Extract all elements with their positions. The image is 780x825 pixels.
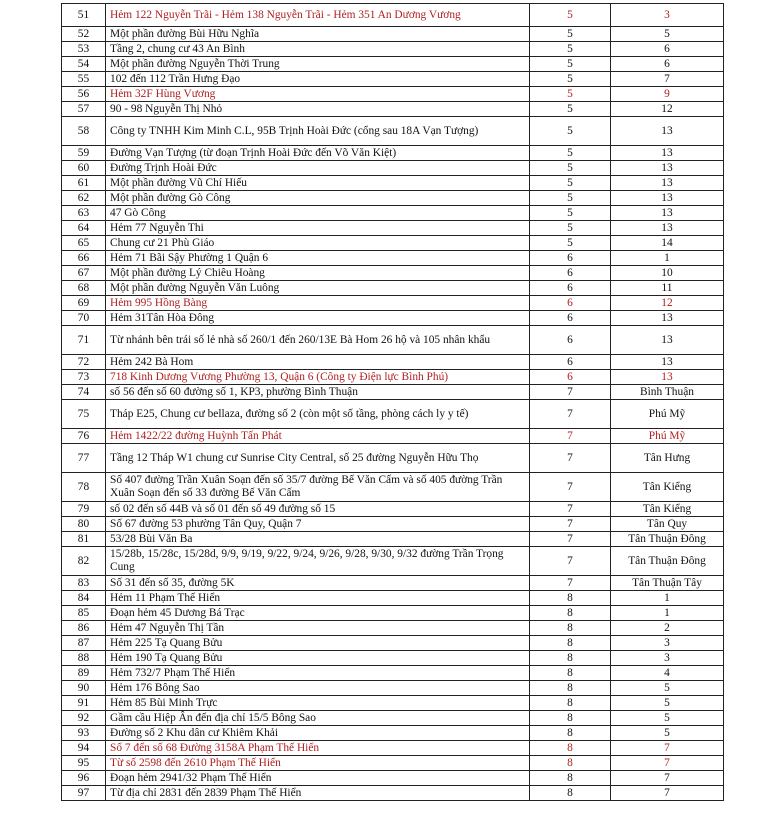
row-address: Từ nhánh bên trái số lẻ nhà số 260/1 đến 260/13E Bà Hom 26 hộ và 105 nhân khẩu	[106, 326, 530, 355]
table-row	[62, 651, 724, 666]
row-district: 6	[530, 326, 611, 355]
row-ward: 12	[611, 102, 724, 117]
row-ward: 13	[611, 370, 724, 385]
row-ward: 5	[611, 27, 724, 42]
row-number: 78	[62, 473, 106, 502]
row-address: Công ty TNHH Kim Minh C.L, 95B Trịnh Hoài Đức (cổng sau 18A Vạn Tượng)	[106, 117, 530, 146]
row-number: 81	[62, 532, 106, 547]
row-ward: 5	[611, 726, 724, 741]
table-row	[62, 444, 724, 473]
row-number: 69	[62, 296, 106, 311]
row-number: 62	[62, 191, 106, 206]
row-number: 77	[62, 444, 106, 473]
table-row	[62, 161, 724, 176]
row-district: 6	[530, 281, 611, 296]
row-ward: 5	[611, 696, 724, 711]
row-address: Hẻm 225 Tạ Quang Bửu	[106, 636, 530, 651]
row-ward: 5	[611, 711, 724, 726]
row-ward: 13	[611, 311, 724, 326]
table-row	[62, 370, 724, 385]
row-ward: 9	[611, 87, 724, 102]
row-address: 718 Kinh Dương Vương Phường 13, Quận 6 (Công ty Điện lực Bình Phú)	[106, 370, 530, 385]
row-ward: 13	[611, 161, 724, 176]
row-number: 59	[62, 146, 106, 161]
row-address: Hẻm 77 Nguyễn Thi	[106, 221, 530, 236]
table-row	[62, 236, 724, 251]
row-ward: 7	[611, 741, 724, 756]
table-row	[62, 591, 724, 606]
row-address: 53/28 Bùi Văn Ba	[106, 532, 530, 547]
row-number: 70	[62, 311, 106, 326]
row-address: Một phần đường Gò Công	[106, 191, 530, 206]
row-ward: 5	[611, 681, 724, 696]
table-row	[62, 191, 724, 206]
row-ward: 11	[611, 281, 724, 296]
row-district: 6	[530, 355, 611, 370]
row-district: 8	[530, 696, 611, 711]
table-row	[62, 87, 724, 102]
table-row	[62, 429, 724, 444]
row-number: 87	[62, 636, 106, 651]
table-row	[62, 621, 724, 636]
row-ward: Phú Mỹ	[611, 400, 724, 429]
row-ward: 13	[611, 221, 724, 236]
row-number: 72	[62, 355, 106, 370]
row-district: 7	[530, 444, 611, 473]
table-row	[62, 547, 724, 576]
row-district: 6	[530, 296, 611, 311]
row-address: Đoạn hẻm 2941/32 Phạm Thế Hiển	[106, 771, 530, 786]
row-number: 88	[62, 651, 106, 666]
row-address: Đường số 2 Khu dân cư Khiêm Khải	[106, 726, 530, 741]
table-row	[62, 146, 724, 161]
row-district: 8	[530, 606, 611, 621]
row-district: 5	[530, 176, 611, 191]
row-number: 58	[62, 117, 106, 146]
row-number: 82	[62, 547, 106, 576]
row-ward: 12	[611, 296, 724, 311]
row-number: 68	[62, 281, 106, 296]
row-ward: 1	[611, 606, 724, 621]
row-district: 6	[530, 370, 611, 385]
row-number: 90	[62, 681, 106, 696]
row-ward: Tân Thuận Đông	[611, 532, 724, 547]
row-number: 74	[62, 385, 106, 400]
row-address: Hẻm 1422/22 đường Huỳnh Tấn Phát	[106, 429, 530, 444]
row-address: Một phần đường Bùi Hữu Nghĩa	[106, 27, 530, 42]
row-district: 5	[530, 206, 611, 221]
table-row	[62, 266, 724, 281]
table-row	[62, 281, 724, 296]
row-number: 85	[62, 606, 106, 621]
table-row	[62, 42, 724, 57]
row-address: Một phần đường Nguyễn Văn Luông	[106, 281, 530, 296]
row-ward: 3	[611, 4, 724, 27]
row-number: 91	[62, 696, 106, 711]
row-address: Hẻm 122 Nguyễn Trãi - Hẻm 138 Nguyễn Trãi - Hẻm 351 An Dương Vương	[106, 4, 530, 27]
row-address: Hẻm 190 Tạ Quang Bửu	[106, 651, 530, 666]
row-address: 90 - 98 Nguyễn Thị Nhỏ	[106, 102, 530, 117]
table-row	[62, 532, 724, 547]
row-address: Một phần đường Nguyễn Thời Trung	[106, 57, 530, 72]
table-row	[62, 786, 724, 801]
row-number: 97	[62, 786, 106, 801]
table-row	[62, 771, 724, 786]
row-ward: 7	[611, 786, 724, 801]
table-row	[62, 57, 724, 72]
row-ward: 1	[611, 591, 724, 606]
row-ward: 7	[611, 72, 724, 87]
row-district: 8	[530, 681, 611, 696]
row-number: 84	[62, 591, 106, 606]
row-address: Từ địa chỉ 2831 đến 2839 Phạm Thế Hiển	[106, 786, 530, 801]
row-number: 52	[62, 27, 106, 42]
row-district: 7	[530, 429, 611, 444]
row-district: 8	[530, 726, 611, 741]
table-row	[62, 517, 724, 532]
row-address: Hẻm 71 Bãi Sậy Phường 1 Quận 6	[106, 251, 530, 266]
row-district: 8	[530, 756, 611, 771]
row-district: 7	[530, 502, 611, 517]
row-district: 5	[530, 102, 611, 117]
table-row	[62, 326, 724, 355]
row-district: 5	[530, 27, 611, 42]
table-row	[62, 355, 724, 370]
row-ward: Tân Thuận Tây	[611, 576, 724, 591]
table-row	[62, 606, 724, 621]
row-address: Chung cư 21 Phù Giáo	[106, 236, 530, 251]
row-ward: 1	[611, 251, 724, 266]
row-address: Đoạn hẻm 45 Dương Bá Trạc	[106, 606, 530, 621]
row-number: 51	[62, 4, 106, 27]
table-row	[62, 4, 724, 27]
row-district: 5	[530, 87, 611, 102]
row-ward: Tân Quy	[611, 517, 724, 532]
table-row	[62, 102, 724, 117]
table-row	[62, 117, 724, 146]
row-district: 8	[530, 741, 611, 756]
row-address: Đường Trịnh Hoài Đức	[106, 161, 530, 176]
row-number: 75	[62, 400, 106, 429]
row-ward: 3	[611, 651, 724, 666]
row-ward: 3	[611, 636, 724, 651]
table-row	[62, 311, 724, 326]
row-number: 83	[62, 576, 106, 591]
row-address: 15/28b, 15/28c, 15/28d, 9/9, 9/19, 9/22, 9/24, 9/26, 9/28, 9/30, 9/32 đường Trần Trọng Cung	[106, 547, 530, 576]
row-address: Hẻm 31Tân Hòa Đông	[106, 311, 530, 326]
row-ward: 4	[611, 666, 724, 681]
table-row	[62, 206, 724, 221]
table-row	[62, 251, 724, 266]
row-district: 7	[530, 400, 611, 429]
row-district: 8	[530, 636, 611, 651]
row-district: 7	[530, 517, 611, 532]
row-number: 86	[62, 621, 106, 636]
row-number: 57	[62, 102, 106, 117]
row-number: 65	[62, 236, 106, 251]
table-row	[62, 726, 724, 741]
row-number: 79	[62, 502, 106, 517]
row-number: 96	[62, 771, 106, 786]
table-row	[62, 502, 724, 517]
row-ward: 13	[611, 191, 724, 206]
row-number: 95	[62, 756, 106, 771]
row-district: 7	[530, 473, 611, 502]
row-ward: 2	[611, 621, 724, 636]
row-address: Hẻm 732/7 Phạm Thế Hiển	[106, 666, 530, 681]
row-ward: 14	[611, 236, 724, 251]
row-district: 5	[530, 161, 611, 176]
address-table	[61, 3, 724, 801]
row-ward: Tân Kiểng	[611, 502, 724, 517]
row-ward: 7	[611, 756, 724, 771]
row-address: Hẻm 32F Hùng Vương	[106, 87, 530, 102]
row-address: Tháp E25, Chung cư bellaza, đường số 2 (còn một số tầng, phòng cách ly y tế)	[106, 400, 530, 429]
row-district: 5	[530, 221, 611, 236]
row-district: 6	[530, 266, 611, 281]
row-address: Từ số 2598 đến 2610 Phạm Thế Hiển	[106, 756, 530, 771]
row-ward: 13	[611, 206, 724, 221]
table-row	[62, 221, 724, 236]
row-address: Số 407 đường Trần Xuân Soạn đến số 35/7 đường Bế Văn Cấm và số 405 đường Trần Xuân Soạn đến số 33 đường Bế Văn Cấm	[106, 473, 530, 502]
row-ward: Tân Hưng	[611, 444, 724, 473]
table-row	[62, 385, 724, 400]
row-address: số 02 đến số 44B và số 01 đến số 49 đường số 15	[106, 502, 530, 517]
row-address: Hẻm 11 Phạm Thế Hiển	[106, 591, 530, 606]
row-number: 73	[62, 370, 106, 385]
table-row	[62, 696, 724, 711]
row-number: 56	[62, 87, 106, 102]
row-district: 8	[530, 666, 611, 681]
row-address: Hẻm 995 Hồng Bàng	[106, 296, 530, 311]
row-district: 5	[530, 117, 611, 146]
row-address: 47 Gò Công	[106, 206, 530, 221]
row-address: Số 31 đến số 35, đường 5K	[106, 576, 530, 591]
table-row	[62, 473, 724, 502]
row-ward: 10	[611, 266, 724, 281]
table-row	[62, 741, 724, 756]
table-row	[62, 681, 724, 696]
row-number: 80	[62, 517, 106, 532]
row-ward: 7	[611, 771, 724, 786]
row-district: 8	[530, 621, 611, 636]
table-row	[62, 400, 724, 429]
row-ward: Bình Thuận	[611, 385, 724, 400]
row-ward: Tân Thuận Đông	[611, 547, 724, 576]
row-number: 60	[62, 161, 106, 176]
row-ward: 13	[611, 355, 724, 370]
row-district: 7	[530, 532, 611, 547]
row-ward: 6	[611, 57, 724, 72]
row-address: Hẻm 47 Nguyễn Thị Tần	[106, 621, 530, 636]
row-number: 63	[62, 206, 106, 221]
table-row	[62, 296, 724, 311]
table-row	[62, 636, 724, 651]
row-address: Số 7 đến số 68 Đường 3158A Phạm Thế Hiển	[106, 741, 530, 756]
row-ward: 13	[611, 326, 724, 355]
row-ward: 13	[611, 117, 724, 146]
row-number: 61	[62, 176, 106, 191]
row-district: 5	[530, 57, 611, 72]
row-ward: 13	[611, 176, 724, 191]
row-address: 102 đến 112 Trần Hưng Đạo	[106, 72, 530, 87]
row-district: 5	[530, 146, 611, 161]
row-address: Một phần đường Vũ Chí Hiếu	[106, 176, 530, 191]
table-row	[62, 72, 724, 87]
row-number: 71	[62, 326, 106, 355]
row-district: 6	[530, 251, 611, 266]
row-number: 89	[62, 666, 106, 681]
row-district: 8	[530, 711, 611, 726]
row-ward: Phú Mỹ	[611, 429, 724, 444]
row-district: 5	[530, 236, 611, 251]
row-address: Số 67 đường 53 phường Tân Quy, Quận 7	[106, 517, 530, 532]
row-address: Hẻm 176 Bông Sao	[106, 681, 530, 696]
row-district: 7	[530, 547, 611, 576]
row-number: 66	[62, 251, 106, 266]
row-number: 64	[62, 221, 106, 236]
row-address: Hẻm 85 Bùi Minh Trực	[106, 696, 530, 711]
row-district: 7	[530, 385, 611, 400]
table-row	[62, 576, 724, 591]
row-number: 54	[62, 57, 106, 72]
row-district: 6	[530, 311, 611, 326]
row-address: số 56 đến số 60 đường số 1, KP3, phường Bình Thuận	[106, 385, 530, 400]
row-number: 92	[62, 711, 106, 726]
row-address: Gầm cầu Hiệp Ân đến địa chỉ 15/5 Bông Sao	[106, 711, 530, 726]
table-body	[62, 4, 724, 801]
row-number: 76	[62, 429, 106, 444]
row-number: 93	[62, 726, 106, 741]
row-number: 55	[62, 72, 106, 87]
row-ward: Tân Kiểng	[611, 473, 724, 502]
table-row	[62, 27, 724, 42]
row-ward: 13	[611, 146, 724, 161]
row-address: Một phần đường Lý Chiêu Hoàng	[106, 266, 530, 281]
row-address: Tầng 12 Tháp W1 chung cư Sunrise City Central, số 25 đường Nguyễn Hữu Thọ	[106, 444, 530, 473]
row-district: 5	[530, 72, 611, 87]
table-row	[62, 756, 724, 771]
row-district: 8	[530, 651, 611, 666]
row-district: 8	[530, 591, 611, 606]
row-district: 7	[530, 576, 611, 591]
row-number: 94	[62, 741, 106, 756]
row-district: 5	[530, 42, 611, 57]
row-number: 67	[62, 266, 106, 281]
row-address: Hẻm 242 Bà Hom	[106, 355, 530, 370]
table-row	[62, 176, 724, 191]
row-district: 8	[530, 771, 611, 786]
row-ward: 6	[611, 42, 724, 57]
table-row	[62, 666, 724, 681]
table-row	[62, 711, 724, 726]
row-district: 5	[530, 191, 611, 206]
row-address: Đường Vạn Tượng (từ đoạn Trịnh Hoài Đức đến Võ Văn Kiệt)	[106, 146, 530, 161]
row-district: 8	[530, 786, 611, 801]
row-number: 53	[62, 42, 106, 57]
row-address: Tầng 2, chung cư 43 An Bình	[106, 42, 530, 57]
row-district: 5	[530, 4, 611, 27]
